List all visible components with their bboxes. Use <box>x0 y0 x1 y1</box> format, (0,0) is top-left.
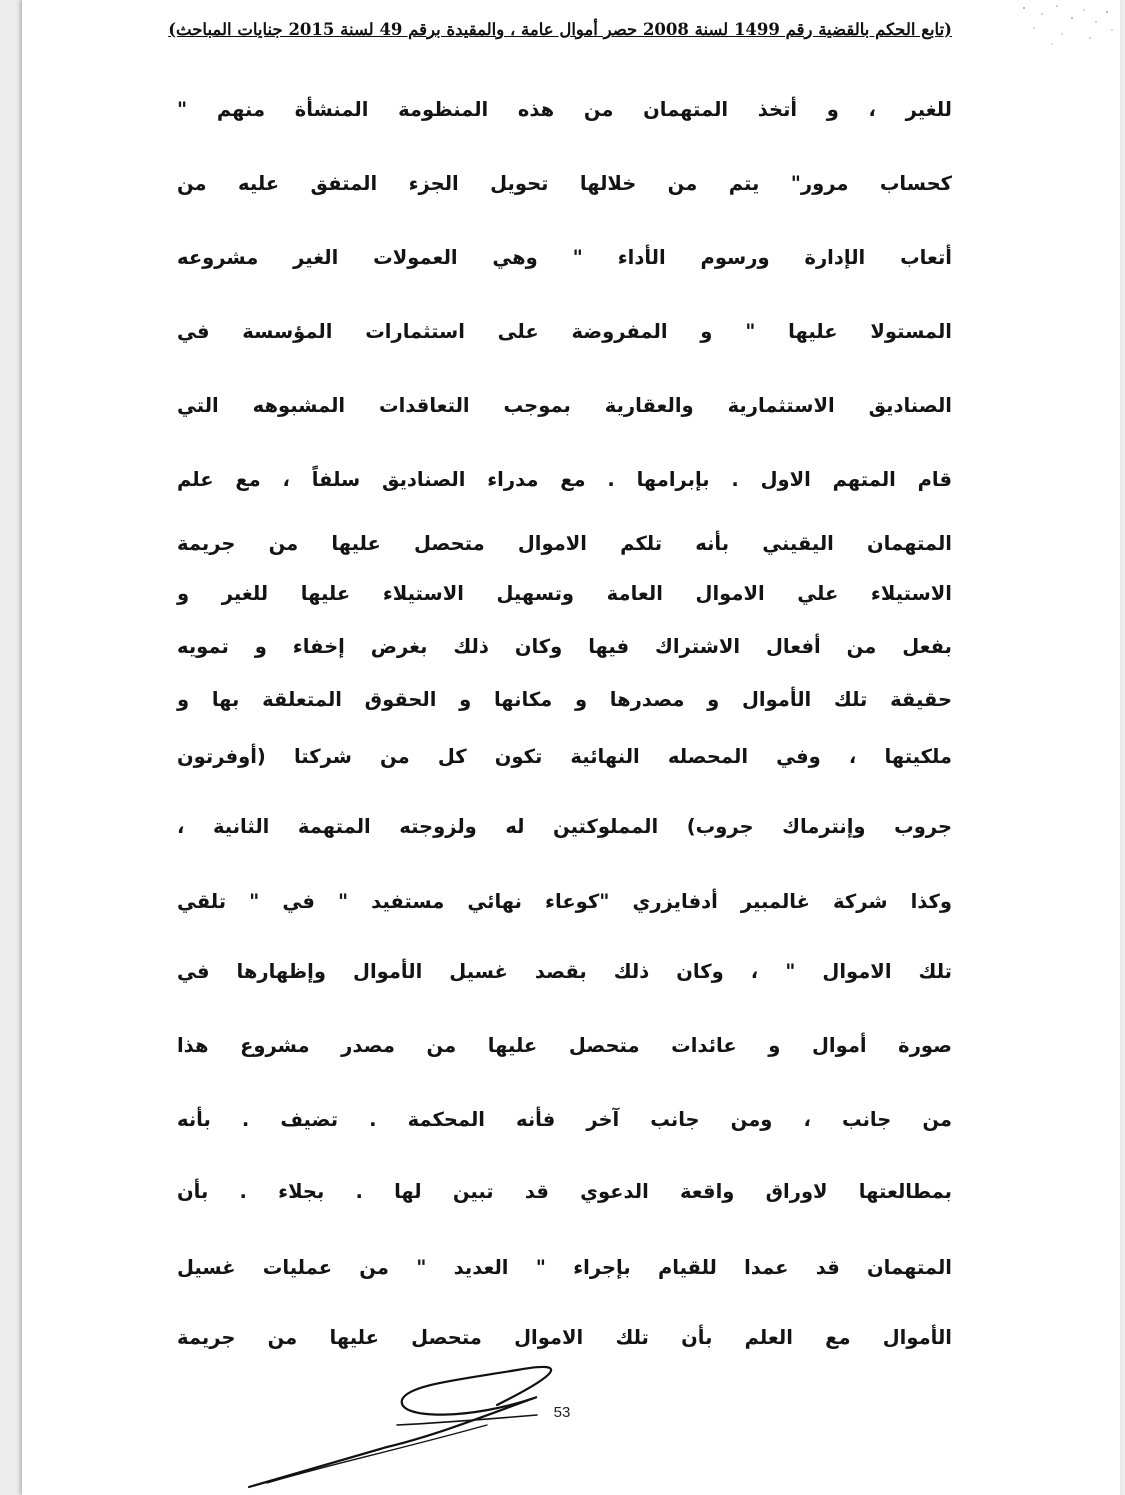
scan-specks <box>1012 0 1120 50</box>
body-line: أتعاب الإدارة ورسوم الأداء " وهي العمولات الغير مشروعه <box>177 246 952 269</box>
body-line: بفعل من أفعال الاشتراك فيها وكان ذلك بغرض إخفاء و تمويه <box>177 635 952 658</box>
body-line: كحساب مرور" يتم من خلالها تحويل الجزء المتفق عليه من <box>177 172 952 195</box>
body-line: جروب وإنترماك جروب) المملوكتين له ولزوجته المتهمة الثانية ، <box>177 815 952 838</box>
body-line: المتهمان قد عمدا للقيام بإجراء " العديد " من عمليات غسيل <box>177 1256 952 1279</box>
body-line: من جانب ، ومن جانب آخر فأنه المحكمة . تضيف . بأنه <box>177 1108 952 1131</box>
body-line: المتهمان اليقيني بأنه تلكم الاموال متحصل عليها من جريمة <box>177 532 952 555</box>
body-line: الأموال مع العلم بأن تلك الاموال متحصل عليها من جريمة <box>177 1326 952 1349</box>
body-line: الصناديق الاستثمارية والعقارية بموجب التعاقدات المشبوهه التي <box>177 394 952 417</box>
body-line: للغير ، و أتخذ المتهمان من هذه المنظومة المنشأة منهم " <box>177 98 952 121</box>
body-line: حقيقة تلك الأموال و مصدرها و مكانها و الحقوق المتعلقة بها و <box>177 688 952 711</box>
body-line: صورة أموال و عائدات متحصل عليها من مصدر مشروع هذا <box>177 1034 952 1057</box>
body-line: الاستيلاء علي الاموال العامة وتسهيل الاستيلاء عليها للغير و <box>177 582 952 605</box>
body-line: ملكيتها ، وفي المحصله النهائية تكون كل من شركتا (أوفرتون <box>177 745 952 768</box>
case-header: (تابع الحكم بالقضية رقم 1499 لسنة 2008 حصر أموال عامة ، والمقيدة برقم 49 لسنة 2015 جنايات المباحث) <box>168 20 952 39</box>
body-line: المستولا عليها " و المفروضة على استثمارات المؤسسة في <box>177 320 952 343</box>
body-line: وكذا شركة غالمبير أدفايزري "كوعاء نهائي مستفيد " في " تلقي <box>177 890 952 913</box>
body-line: بمطالعتها لاوراق واقعة الدعوي قد تبين لها . بجلاء . بأن <box>177 1180 952 1203</box>
handwritten-signature <box>237 1365 597 1495</box>
page-number: 53 <box>553 1404 571 1421</box>
body-line: قام المتهم الاول . بإبرامها . مع مدراء الصناديق سلفاً ، مع علم <box>177 468 952 491</box>
body-line: تلك الاموال " ، وكان ذلك بقصد غسيل الأموال وإظهارها في <box>177 960 952 983</box>
document-page <box>22 0 1120 1495</box>
